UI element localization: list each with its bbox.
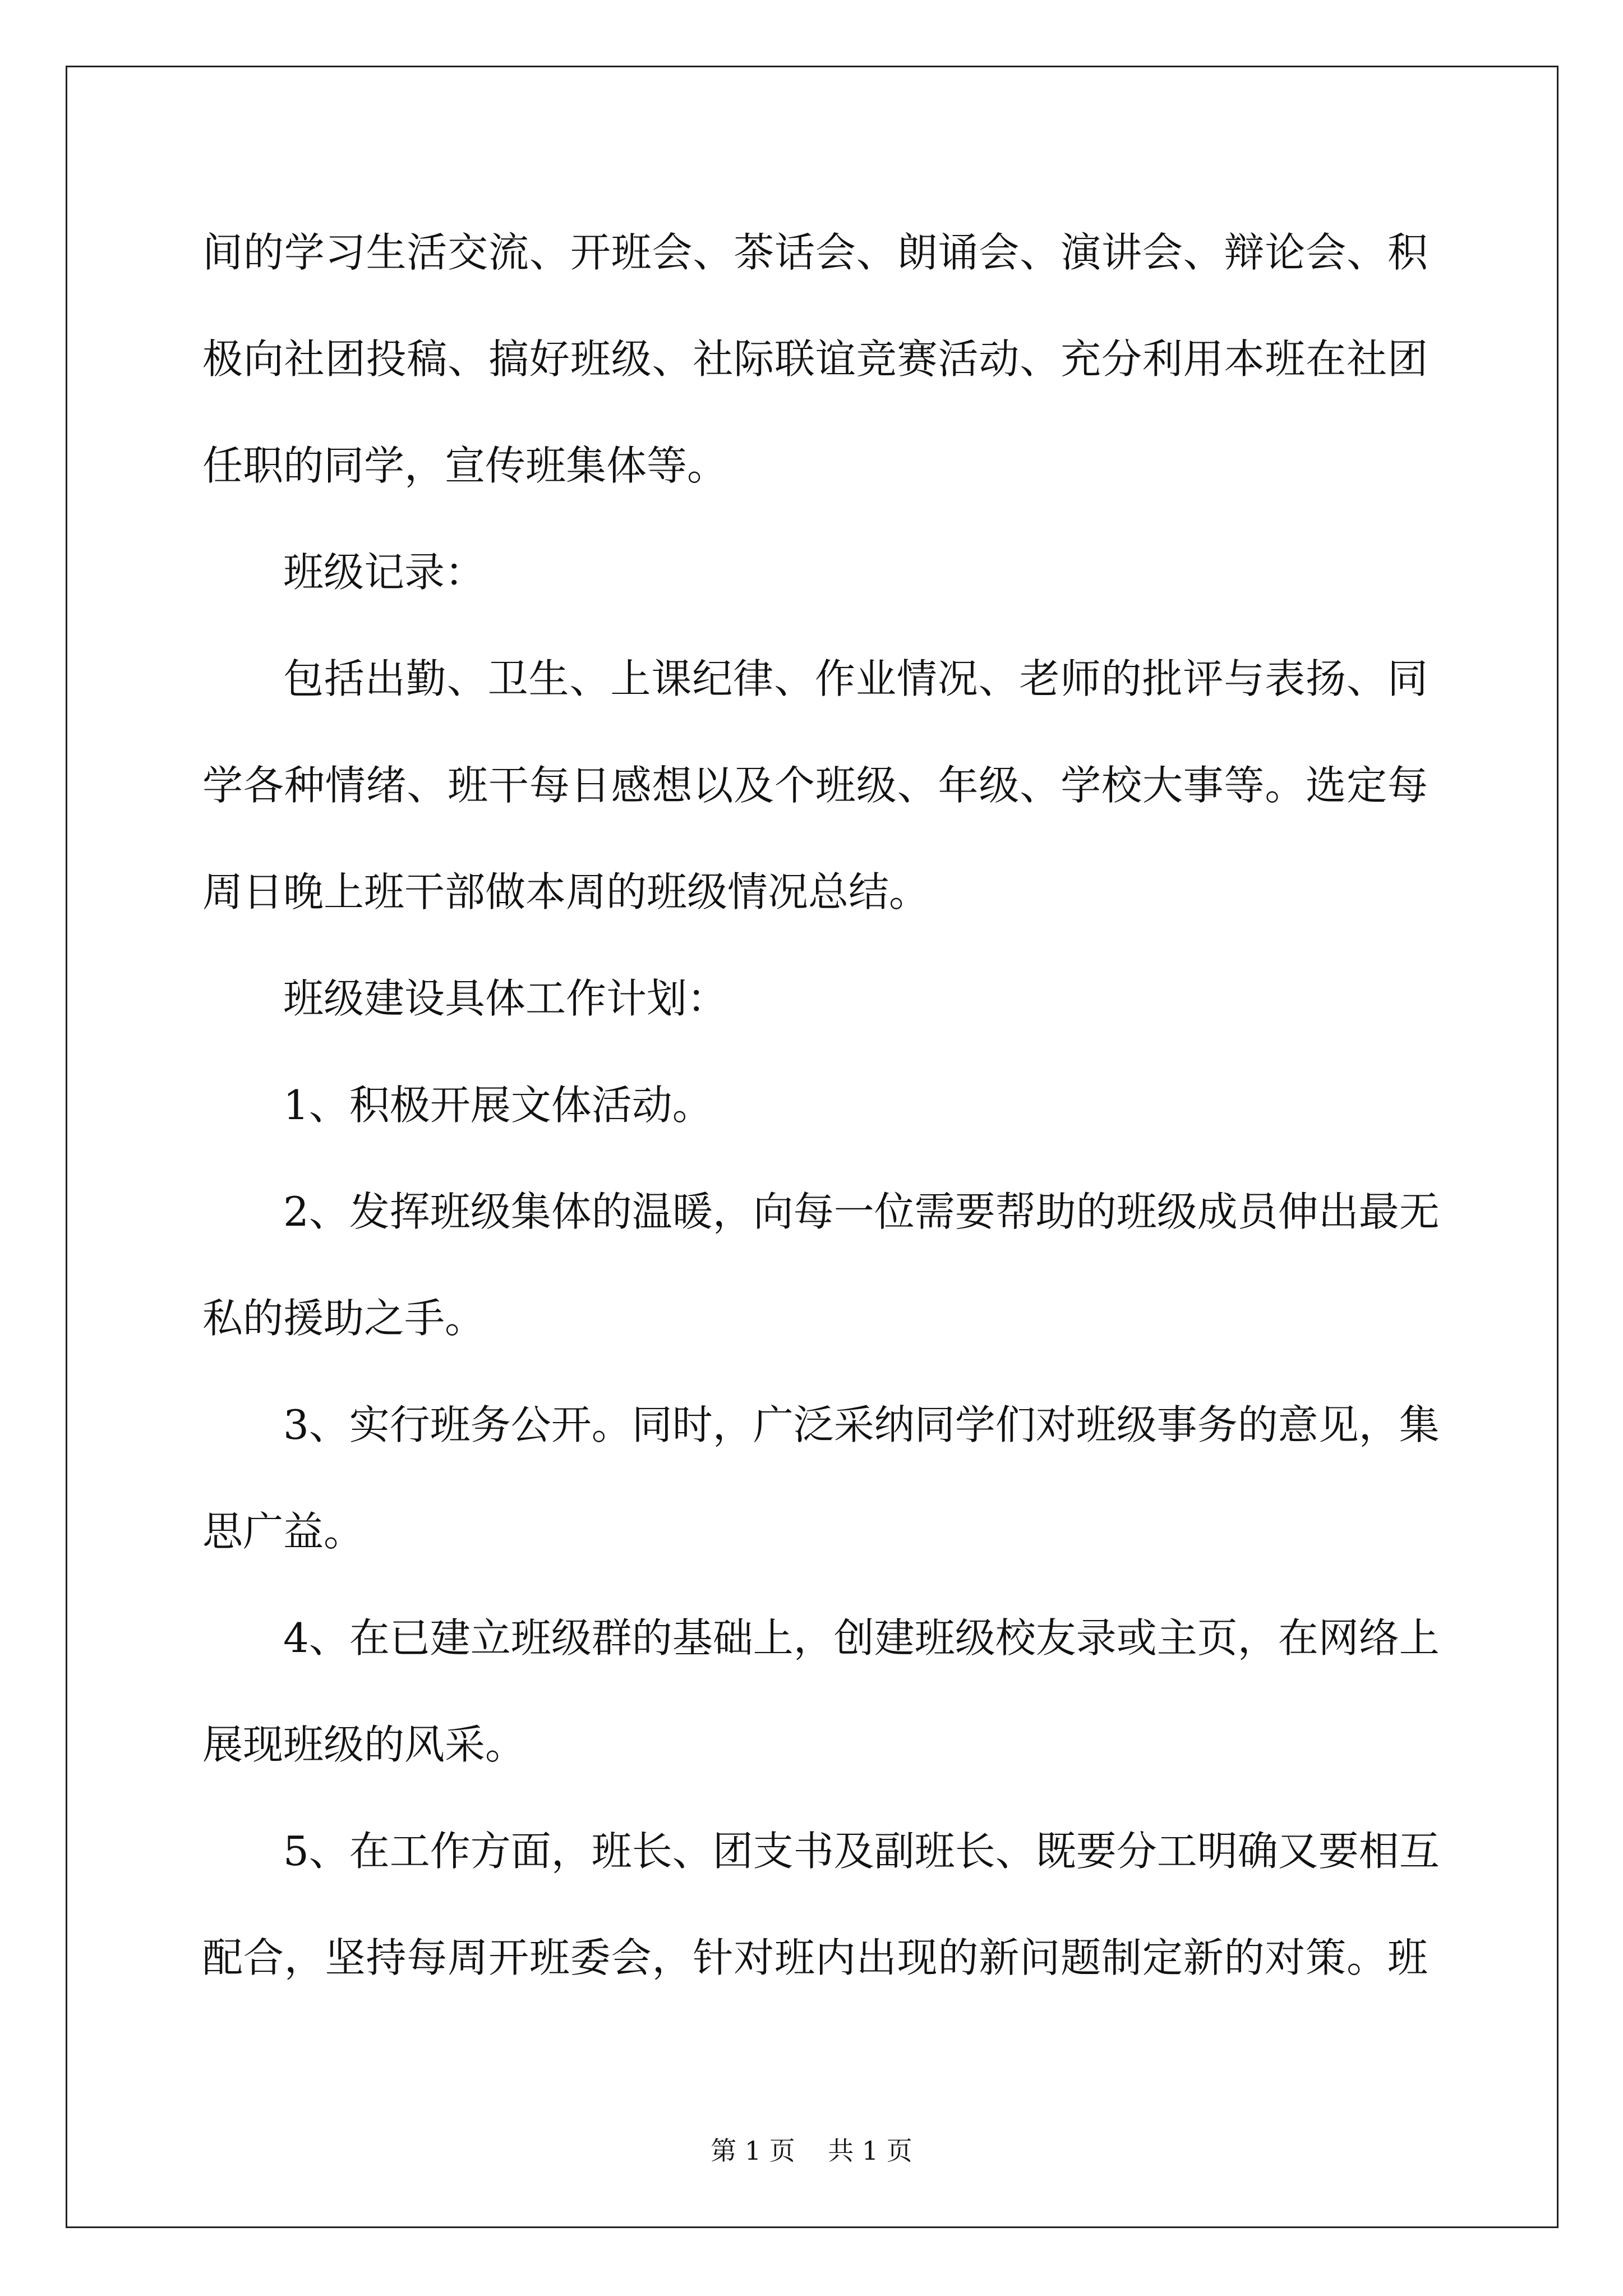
page-footer: 第 1 页 共 1 页 <box>711 2136 912 2166</box>
text-line: 极向社团投稿、搞好班级、社际联谊竞赛活动、充分利用本班在社团 <box>202 335 1428 383</box>
text-line: 思广益。 <box>202 1508 365 1555</box>
list-item: 3、实行班务公开。同时，广泛采纳同学们对班级事务的意见，集 <box>283 1401 1440 1448</box>
text-line: 包括出勤、卫生、上课纪律、作业情况、老师的批评与表扬、同 <box>283 655 1428 702</box>
text-line: 学各种情绪、班干每日感想以及个班级、年级、学校大事等。选定每 <box>202 762 1428 809</box>
text-line: 展现班级的风采。 <box>202 1721 526 1768</box>
section-heading: 班级记录： <box>283 549 486 596</box>
text-line: 间的学习生活交流、开班会、茶话会、朗诵会、演讲会、辩论会、积 <box>202 229 1428 276</box>
list-item: 2、发挥班级集体的温暖，向每一位需要帮助的班级成员伸出最无 <box>283 1188 1440 1235</box>
list-item: 5、在工作方面，班长、团支书及副班长、既要分工明确又要相互 <box>283 1828 1440 1875</box>
section-heading: 班级建设具体工作计划： <box>283 975 728 1022</box>
text-line: 周日晚上班干部做本周的班级情况总结。 <box>202 868 930 915</box>
list-item: 1、积极开展文体活动。 <box>283 1082 713 1129</box>
document-body <box>202 199 1440 2011</box>
text-line: 任职的同学，宣传班集体等。 <box>202 442 728 489</box>
text-line: 私的援助之手。 <box>202 1295 486 1342</box>
text-line: 配合，坚持每周开班委会，针对班内出现的新问题制定新的对策。班 <box>202 1934 1428 1981</box>
list-item: 4、在已建立班级群的基础上，创建班级校友录或主页，在网络上 <box>283 1614 1440 1662</box>
